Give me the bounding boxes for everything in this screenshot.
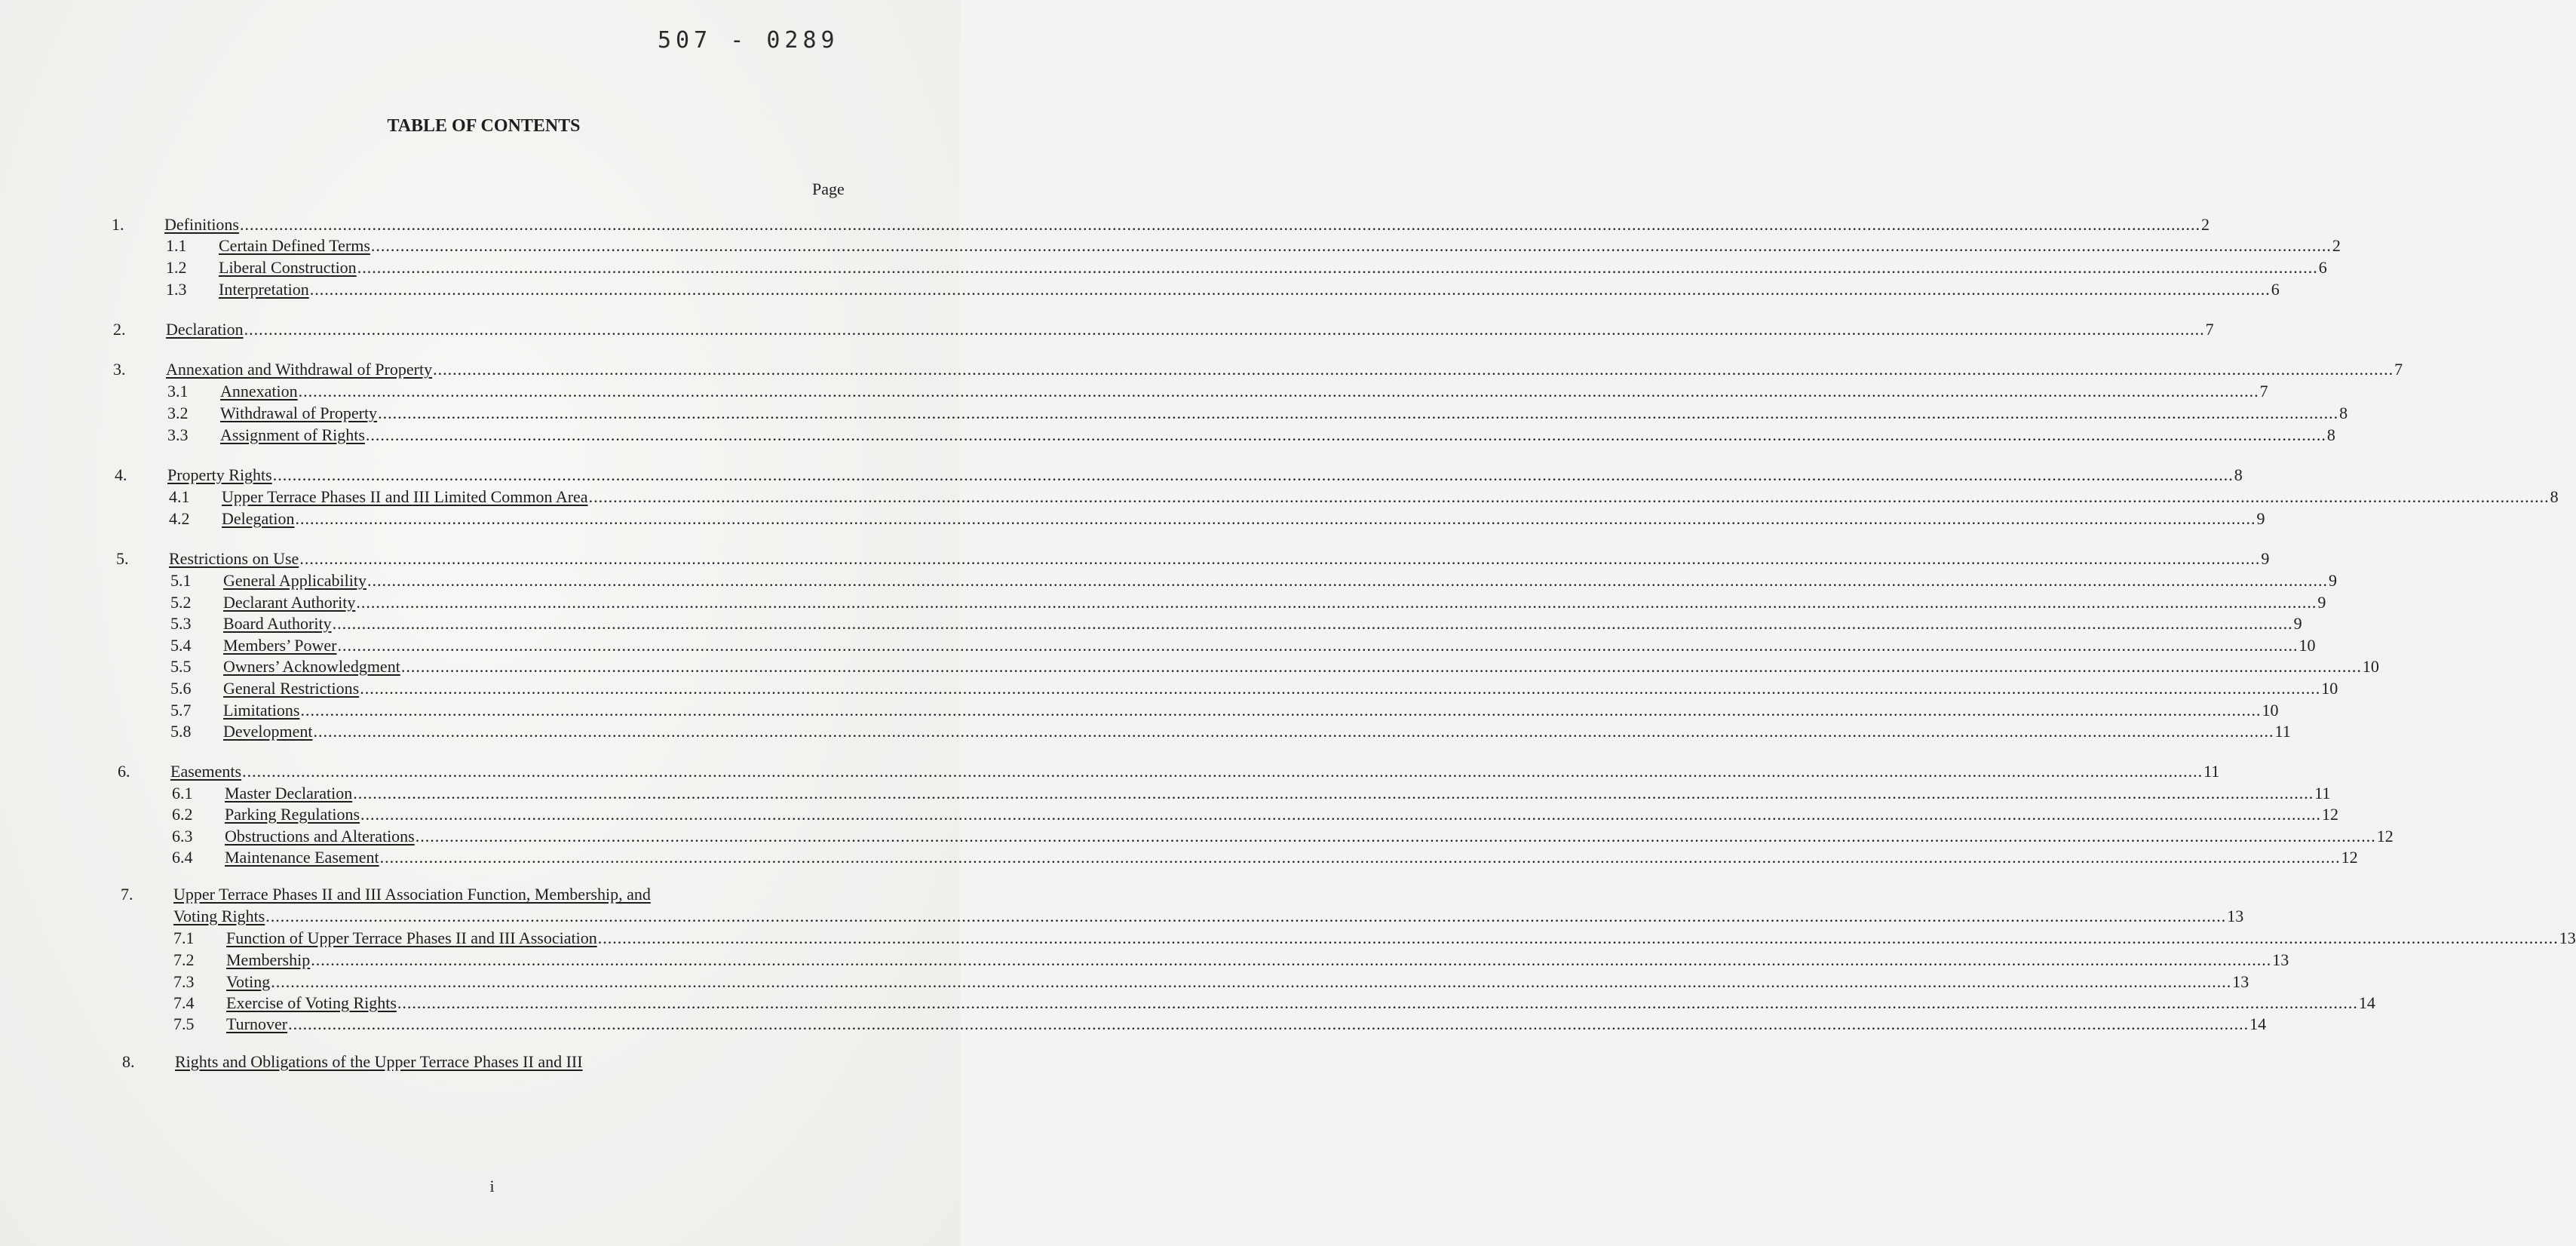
toc-entry-number: 7.1 (173, 928, 195, 947)
toc-entry (170, 656, 2379, 677)
toc-entry-number: 7.5 (173, 1014, 195, 1033)
toc-entry-number: 1.1 (166, 236, 187, 255)
toc-entry (169, 486, 2559, 508)
toc-entry-title-link[interactable]: Voting Rights (173, 907, 265, 925)
dot-leader: ................................................................................................................................................................................................................................................................................................................................................................................................................ (365, 425, 2326, 444)
toc-entry (173, 971, 2249, 993)
toc-entry (170, 570, 2337, 591)
toc-entry-title-link[interactable]: Parking Regulations (225, 805, 360, 824)
toc-entry-page-number: 11 (2203, 762, 2220, 781)
dot-leader: ................................................................................................................................................................................................................................................................................................................................................................................................................ (300, 701, 2262, 720)
toc-entry-title-link[interactable]: Upper Terrace Phases II and III Limited Common Area (222, 487, 588, 506)
toc-entry-page-number: 9 (2317, 593, 2326, 612)
toc-entry (172, 847, 2358, 868)
dot-leader: ................................................................................................................................................................................................................................................................................................................................................................................................................ (295, 509, 2256, 528)
toc-entry-title-link[interactable]: General Restrictions (223, 679, 360, 698)
toc-entry (170, 635, 2316, 656)
toc-entry-number: 2. (113, 320, 126, 339)
toc-entry-title-link[interactable]: Liberal Construction (219, 258, 357, 277)
toc-entry (170, 592, 2326, 613)
toc-entry-number: 5.5 (170, 657, 192, 676)
toc-entry-page-number: 8 (2326, 425, 2335, 444)
toc-entry (170, 700, 2279, 721)
toc-entry (112, 214, 2210, 235)
toc-entry-number: 7. (121, 885, 133, 904)
toc-entry-page-number: 10 (2362, 657, 2379, 676)
toc-entry-number: 6. (118, 762, 130, 781)
toc-entry-page-number: 11 (2314, 784, 2331, 803)
dot-leader: ................................................................................................................................................................................................................................................................................................................................................................................................................ (244, 320, 2205, 339)
dot-leader: ................................................................................................................................................................................................................................................................................................................................................................................................................ (588, 487, 2550, 506)
toc-entry (121, 884, 808, 905)
toc-entry (115, 465, 2243, 486)
toc-entry-number: 6.4 (172, 848, 193, 867)
dot-leader: ................................................................................................................................................................................................................................................................................................................................................................................................................ (367, 571, 2328, 590)
toc-entry-number: 8. (122, 1052, 135, 1071)
toc-entry-number: 4. (115, 465, 127, 484)
dot-leader: ................................................................................................................................................................................................................................................................................................................................................................................................................ (288, 1014, 2249, 1033)
toc-entry-page-number: 13 (2227, 907, 2244, 925)
toc-entry-title-link[interactable]: Maintenance Easement (225, 848, 379, 867)
toc-entry-number: 7.2 (173, 950, 195, 969)
dot-leader: ................................................................................................................................................................................................................................................................................................................................................................................................................ (299, 549, 2261, 568)
dot-leader: ................................................................................................................................................................................................................................................................................................................................................................................................................ (397, 993, 2358, 1012)
toc-entry-title-link[interactable]: Rights and Obligations of the Upper Terrace Phases II and III (175, 1052, 583, 1071)
toc-entry-number: 3.1 (167, 382, 189, 400)
dot-leader: ................................................................................................................................................................................................................................................................................................................................................................................................................ (378, 404, 2339, 422)
dot-leader: ................................................................................................................................................................................................................................................................................................................................................................................................................ (400, 657, 2362, 676)
toc-entry-title-link[interactable]: Interpretation (219, 280, 309, 299)
toc-entry-number: 5.3 (170, 614, 192, 633)
dot-leader: ................................................................................................................................................................................................................................................................................................................................................................................................................ (313, 722, 2274, 741)
dot-leader: ................................................................................................................................................................................................................................................................................................................................................................................................................ (370, 236, 2332, 255)
page-title: TABLE OF CONTENTS (387, 116, 581, 136)
toc-entry-page-number: 7 (2259, 382, 2268, 400)
toc-entry (116, 548, 2270, 569)
toc-entry (170, 613, 2302, 634)
toc-entry (121, 906, 2244, 927)
toc-entry-page-number: 13 (2232, 972, 2249, 991)
toc-entry-title-link[interactable]: General Applicability (223, 571, 366, 590)
toc-entry-number: 6.3 (172, 827, 193, 846)
toc-entry-page-number: 11 (2274, 722, 2291, 741)
toc-entry-title-link[interactable]: Voting (226, 972, 271, 991)
toc-entry-title-link[interactable]: Board Authority (223, 614, 332, 633)
toc-entry-number: 5. (116, 549, 129, 568)
dot-leader: ................................................................................................................................................................................................................................................................................................................................................................................................................ (360, 805, 2322, 824)
toc-entry-number: 1.2 (166, 258, 187, 277)
dot-leader: ................................................................................................................................................................................................................................................................................................................................................................................................................ (597, 928, 2559, 947)
document-stamp-number: 507 - 0289 (658, 27, 839, 54)
toc-entry-number: 7.3 (173, 972, 195, 991)
dot-leader: ................................................................................................................................................................................................................................................................................................................................................................................................................ (415, 827, 2376, 846)
toc-entry-page-number: 7 (2205, 320, 2214, 339)
toc-entry-title-link[interactable]: Limitations (223, 701, 300, 720)
toc-entry-title-link[interactable]: Turnover (226, 1014, 288, 1033)
dot-leader: ................................................................................................................................................................................................................................................................................................................................................................................................................ (309, 280, 2271, 299)
page-folio: i (489, 1177, 495, 1195)
toc-entry-number: 5.4 (170, 636, 192, 655)
toc-entry-page-number: 8 (2234, 465, 2243, 484)
toc-entry-title-link[interactable]: Assignment of Rights (220, 425, 365, 444)
toc-entry (166, 257, 2327, 278)
toc-entry-title-link[interactable]: Members’ Power (223, 636, 337, 655)
dot-leader: ................................................................................................................................................................................................................................................................................................................................................................................................................ (379, 848, 2341, 867)
toc-entry (167, 425, 2335, 446)
toc-entry-number: 1. (112, 215, 124, 234)
toc-entry-number: 5.8 (170, 722, 192, 741)
toc-entry-title-link[interactable]: Upper Terrace Phases II and III Association Function, Membership, and (173, 885, 651, 904)
toc-entry-number: 3.3 (167, 425, 189, 444)
dot-leader: ................................................................................................................................................................................................................................................................................................................................................................................................................ (433, 360, 2394, 379)
toc-entry-page-number: 13 (2559, 928, 2576, 947)
toc-entry (113, 359, 2403, 380)
toc-entry-page-number: 12 (2322, 805, 2339, 824)
toc-entry (166, 235, 2341, 256)
toc-entry-number: 3. (113, 360, 126, 379)
toc-entry-title-link[interactable]: Membership (226, 950, 311, 969)
toc-entry-number: 6.1 (172, 784, 193, 803)
toc-entry-number: 5.6 (170, 679, 192, 698)
dot-leader: ................................................................................................................................................................................................................................................................................................................................................................................................................ (240, 215, 2200, 234)
dot-leader: ................................................................................................................................................................................................................................................................................................................................................................................................................ (332, 614, 2293, 633)
toc-entry (167, 381, 2268, 402)
dot-leader: ................................................................................................................................................................................................................................................................................................................................................................................................................ (242, 762, 2203, 781)
dot-leader: ................................................................................................................................................................................................................................................................................................................................................................................................................ (271, 972, 2232, 991)
toc-entry-number: 5.1 (170, 571, 192, 590)
toc-entry-page-number: 10 (2298, 636, 2316, 655)
toc-entry-number: 7.4 (173, 993, 195, 1012)
toc-entry-title-link[interactable]: Function of Upper Terrace Phases II and III Association (226, 928, 597, 947)
toc-entry-title-link[interactable]: Obstructions and Alterations (225, 827, 415, 846)
toc-entry (169, 508, 2265, 529)
toc-entry-title-link[interactable]: Certain Defined Terms (219, 236, 370, 255)
toc-entry (173, 1014, 2267, 1035)
toc-entry-number: 4.1 (169, 487, 190, 506)
toc-entry-title-link[interactable]: Owners’ Acknowledgment (223, 657, 400, 676)
dot-leader: ................................................................................................................................................................................................................................................................................................................................................................................................................ (337, 636, 2298, 655)
toc-entry-page-number: 12 (2376, 827, 2394, 846)
toc-entry-number: 5.7 (170, 701, 192, 720)
toc-entry-page-number: 14 (2358, 993, 2375, 1012)
toc-entry-title-link[interactable]: Delegation (222, 509, 295, 528)
toc-entry-page-number: 13 (2272, 950, 2289, 969)
toc-entry (122, 1051, 808, 1073)
toc-entry-title-link[interactable]: Annexation (220, 382, 298, 400)
toc-entry-page-number: 9 (2293, 614, 2302, 633)
toc-entry (118, 761, 2220, 782)
toc-entry-page-number: 2 (2332, 236, 2341, 255)
toc-entry-number: 3.2 (167, 404, 189, 422)
toc-entry-title-link[interactable]: Declaration (166, 320, 244, 339)
toc-entry-page-number: 7 (2394, 360, 2403, 379)
dot-leader: ................................................................................................................................................................................................................................................................................................................................................................................................................ (360, 679, 2321, 698)
toc-entry-title-link[interactable]: Definitions (164, 215, 239, 234)
toc-entry (172, 783, 2331, 804)
toc-entry-title-link[interactable]: Property Rights (167, 465, 272, 484)
toc-entry-page-number: 2 (2201, 215, 2210, 234)
toc-entry-page-number: 8 (2339, 404, 2348, 422)
toc-entry (167, 403, 2348, 424)
toc-entry-page-number: 10 (2321, 679, 2338, 698)
toc-entry (170, 678, 2338, 699)
dot-leader: ................................................................................................................................................................................................................................................................................................................................................................................................................ (298, 382, 2259, 400)
toc-entry-page-number: 9 (2261, 549, 2270, 568)
toc-entry-page-number: 10 (2262, 701, 2279, 720)
toc-entry (113, 319, 2214, 340)
toc-entry-page-number: 9 (2256, 509, 2265, 528)
dot-leader: ................................................................................................................................................................................................................................................................................................................................................................................................................ (353, 784, 2314, 803)
page-column-header: Page (812, 180, 845, 198)
toc-entry (172, 804, 2339, 825)
toc-entry-page-number: 8 (2550, 487, 2559, 506)
toc-entry (173, 928, 2576, 949)
toc-entry-page-number: 6 (2271, 280, 2280, 299)
toc-entry (166, 279, 2280, 300)
toc-entry-number: 6.2 (172, 805, 193, 824)
toc-entry (172, 826, 2394, 847)
toc-entry-title-link[interactable]: Master Declaration (225, 784, 353, 803)
toc-entry-title-link[interactable]: Withdrawal of Property (220, 404, 378, 422)
dot-leader: ................................................................................................................................................................................................................................................................................................................................................................................................................ (357, 258, 2318, 277)
toc-entry-page-number: 12 (2341, 848, 2358, 867)
dot-leader: ................................................................................................................................................................................................................................................................................................................................................................................................................ (265, 907, 2227, 925)
toc-entry-number: 5.2 (170, 593, 192, 612)
toc-entry-title-link[interactable]: Annexation and Withdrawal of Property (166, 360, 433, 379)
toc-entry-page-number: 14 (2249, 1014, 2267, 1033)
toc-entry-number: 4.2 (169, 509, 190, 528)
toc-entry-title-link[interactable]: Easements (170, 762, 242, 781)
dot-leader: ................................................................................................................................................................................................................................................................................................................................................................................................................ (272, 465, 2234, 484)
toc-entry (173, 993, 2375, 1014)
dot-leader: ................................................................................................................................................................................................................................................................................................................................................................................................................ (311, 950, 2272, 969)
toc-entry-title-link[interactable]: Exercise of Voting Rights (226, 993, 397, 1012)
toc-entry-title-link[interactable]: Development (223, 722, 313, 741)
toc-entry (170, 721, 2291, 742)
toc-entry-title-link[interactable]: Restrictions on Use (169, 549, 299, 568)
toc-entry-title-link[interactable]: Declarant Authority (223, 593, 356, 612)
toc-entry-page-number: 6 (2318, 258, 2327, 277)
toc-entry-page-number: 9 (2329, 571, 2337, 590)
toc-entry-number: 1.3 (166, 280, 187, 299)
dot-leader: ................................................................................................................................................................................................................................................................................................................................................................................................................ (356, 593, 2317, 612)
toc-entry (173, 950, 2289, 971)
